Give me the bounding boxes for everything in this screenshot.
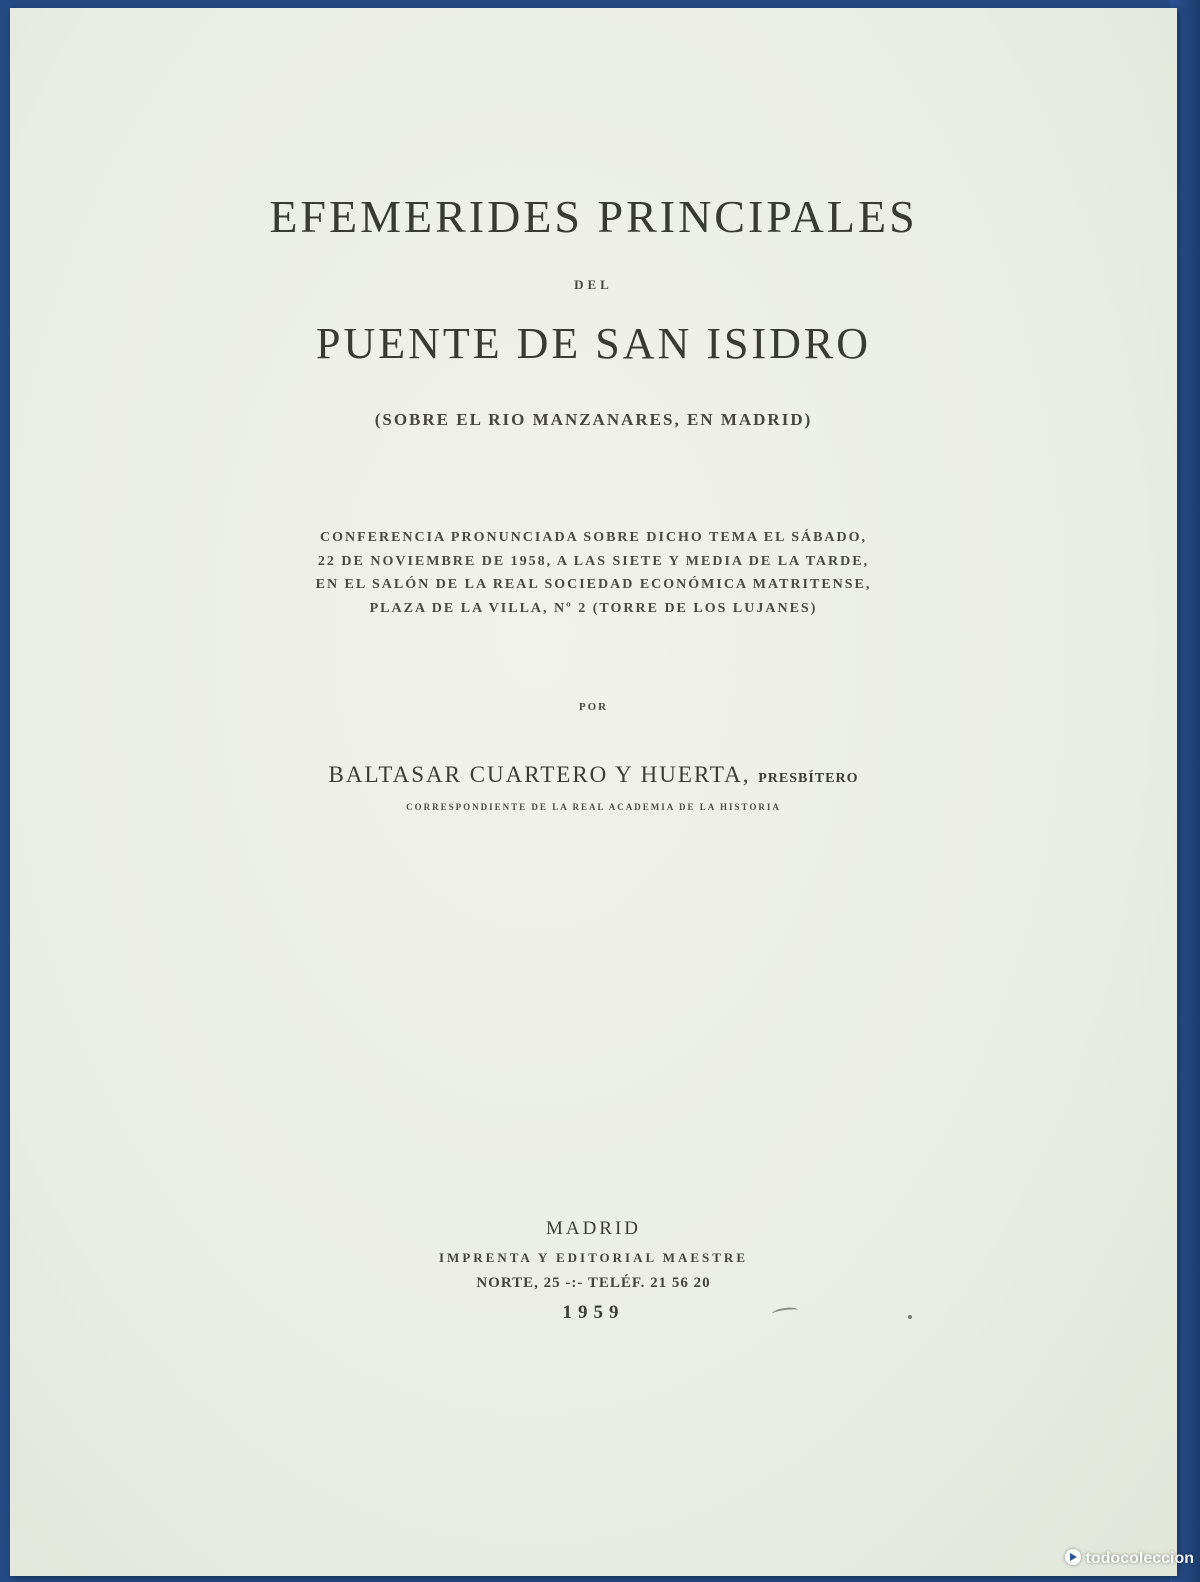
publisher-city: MADRID: [545, 1218, 642, 1239]
conference-description: [10, 526, 1177, 620]
conference-line: 22 DE NOVIEMBRE DE 1958, A LAS SIETE Y MEDIA DE LA TARDE,: [317, 553, 870, 569]
play-circle-icon: [1065, 1549, 1081, 1565]
author-affiliation: CORRESPONDIENTE DE LA REAL ACADEMIA DE LA HISTORIA: [406, 802, 781, 812]
conference-line: EN EL SALÓN DE LA REAL SOCIEDAD ECONÓMICA MATRITENSE,: [315, 577, 872, 592]
watermark-text: todocoleccion: [1085, 1550, 1194, 1567]
ink-dot: [908, 1315, 912, 1319]
conference-line: CONFERENCIA PRONUNCIADA SOBRE DICHO TEMA EL SÁBADO,: [319, 530, 868, 545]
cover-location: (SOBRE EL RIO MANZANARES, EN MADRID): [374, 410, 813, 429]
watermark: [1065, 1549, 1194, 1568]
por-label: POR: [578, 701, 609, 713]
publisher-name: IMPRENTA Y EDITORIAL MAESTRE: [438, 1250, 748, 1265]
cover-subtitle: PUENTE DE SAN ISIDRO: [316, 319, 871, 368]
author-line: [10, 762, 1177, 788]
author-name: BALTASAR CUARTERO Y HUERTA,: [328, 762, 751, 787]
publication-year: 1959: [562, 1302, 625, 1323]
conference-line: PLAZA DE LA VILLA, Nº 2 (TORRE DE LOS LUJANES): [369, 600, 818, 616]
book-cover-page: [10, 8, 1177, 1576]
cover-del-label: DEL: [574, 277, 613, 292]
author-role: PRESBÍTERO: [758, 771, 859, 786]
publisher-address: NORTE, 25 -:- TELÉF. 21 56 20: [476, 1275, 711, 1291]
cover-title: EFEMERIDES PRINCIPALES: [269, 191, 918, 242]
